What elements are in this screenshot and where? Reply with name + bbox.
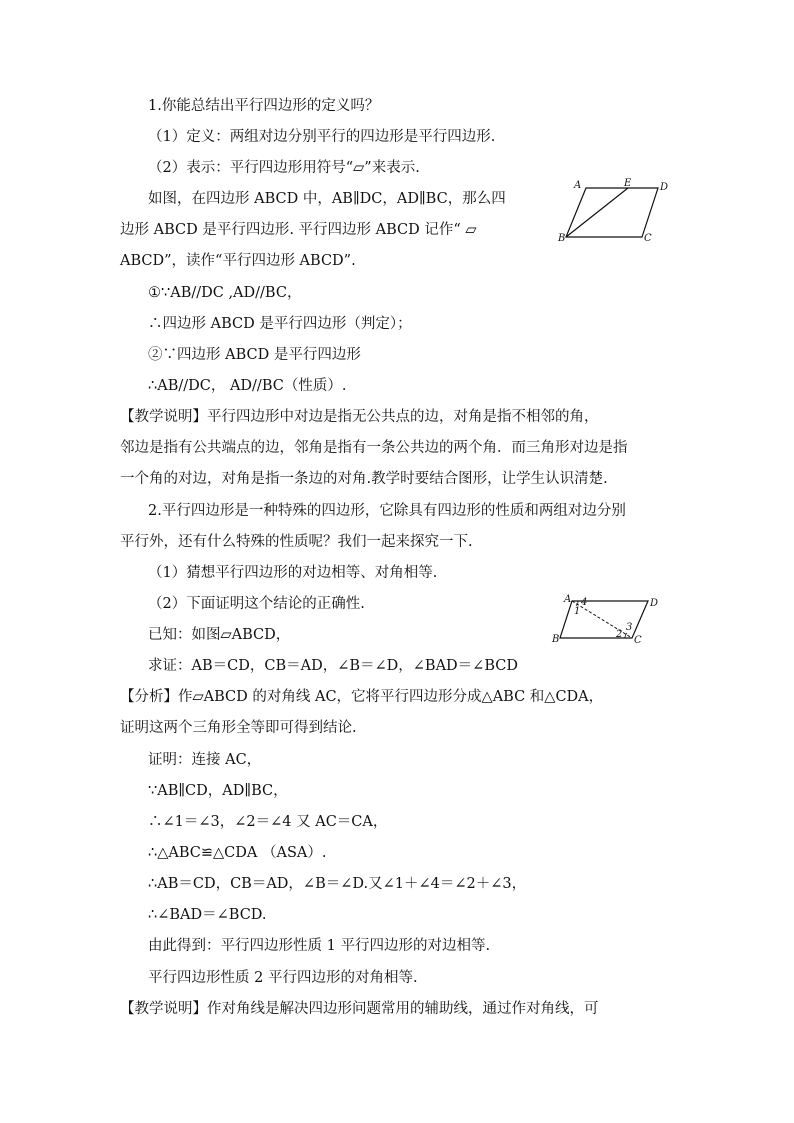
proof-step-3: ②∵四边形 ABCD 是平行四边形	[148, 347, 361, 363]
question-1: 1.你能总结出平行四边形的定义吗？	[148, 98, 380, 114]
property-1-line: 由此得到：平行四边形性质 1 平行四边形的对边相等.	[148, 938, 491, 954]
label-a: A	[564, 594, 572, 605]
example-line-2: 边形 ABCD 是平行四边形. 平行四边形 ABCD 记作“ ▱	[120, 222, 477, 238]
label-angle-3: 3	[626, 622, 633, 633]
proof-line-4: ∴△ABC≌△CDA （ASA）.	[148, 845, 327, 861]
parallelogram-figure-1	[556, 175, 676, 247]
analysis-line-1: 【分析】作▱ABCD 的对角线 AC，它将平行四边形分成△ABC 和△CDA，	[120, 689, 604, 705]
proof-line-3: ∴∠1＝∠3，∠2＝∠4 又 AC＝CA，	[148, 814, 388, 830]
label-b: B	[558, 233, 566, 244]
teaching-note-final: 【教学说明】作对角线是解决四边形问题常用的辅助线，通过作对角线，可	[120, 1001, 599, 1017]
proof-step-2: ∴四边形 ABCD 是平行四边形（判定）；	[148, 316, 412, 332]
analysis-line-2: 证明这两个三角形全等即可得到结论.	[120, 720, 357, 736]
label-angle-2: 2	[616, 629, 623, 640]
label-c: C	[634, 635, 642, 646]
property-2-line: 平行四边形性质 2 平行四边形的对角相等.	[148, 970, 418, 986]
proof-step-1: ①∵AB//DC ,AD//BC，	[148, 285, 302, 301]
teaching-note-3: 一个角的对边，对角是指一条边的对角.教学时要结合图形，让学生认识清楚.	[120, 471, 608, 487]
proof-line-1: 证明：连接 AC，	[148, 752, 262, 768]
label-e: E	[624, 178, 632, 189]
conjecture-line: （1）猜想平行四边形的对边相等、对角相等.	[148, 565, 438, 581]
parallelogram-outline	[566, 188, 658, 237]
label-c: C	[644, 233, 652, 244]
teaching-note-2: 邻边是指有公共端点的边，邻角是指有一条公共边的两个角．而三角形对边是指	[120, 440, 628, 456]
proof-line-6: ∴∠BAD＝∠BCD.	[148, 907, 267, 923]
label-d: D	[650, 598, 659, 609]
notation-line: （2）表示：平行四边形用符号“▱”来表示.	[148, 160, 420, 176]
label-d: D	[660, 182, 669, 193]
proof-step-4: ∴AB//DC， AD//BC（性质）.	[148, 378, 347, 394]
label-angle-1: 1	[574, 606, 581, 617]
teaching-note-1: 【教学说明】平行四边形中对边是指无公共点的边，对角是指不相邻的角，	[120, 409, 599, 425]
label-angle-4: 4	[581, 597, 588, 608]
definition-line: （1）定义：两组对边分别平行的四边形是平行四边形.	[148, 129, 496, 145]
proof-intro-line: （2）下面证明这个结论的正确性.	[148, 596, 365, 612]
example-line-3: ABCD”，读作“平行四边形 ABCD”.	[120, 253, 356, 269]
example-line-1: 如图，在四边形 ABCD 中，AB∥DC，AD∥BC，那么四	[148, 191, 506, 207]
label-a: A	[574, 180, 582, 191]
to-prove-line: 求证：AB＝CD，CB＝AD，∠B＝∠D，∠BAD＝∠BCD	[148, 658, 518, 674]
parallelogram-figure-2	[548, 592, 674, 648]
question-2-line-1: 2.平行四边形是一种特殊的四边形，它除具有四边形的性质和两组对边分别	[148, 503, 626, 519]
question-2-line-2: 平行外，还有什么特殊的性质呢？我们一起来探究一下.	[120, 534, 473, 550]
proof-line-5: ∴AB＝CD，CB＝AD，∠B＝∠D.又∠1＋∠4＝∠2＋∠3，	[148, 876, 527, 892]
given-line: 已知：如图▱ABCD，	[148, 627, 291, 643]
label-b: B	[552, 634, 560, 645]
proof-line-2: ∵AB∥CD，AD∥BC，	[148, 783, 288, 799]
segment-be	[566, 188, 628, 237]
